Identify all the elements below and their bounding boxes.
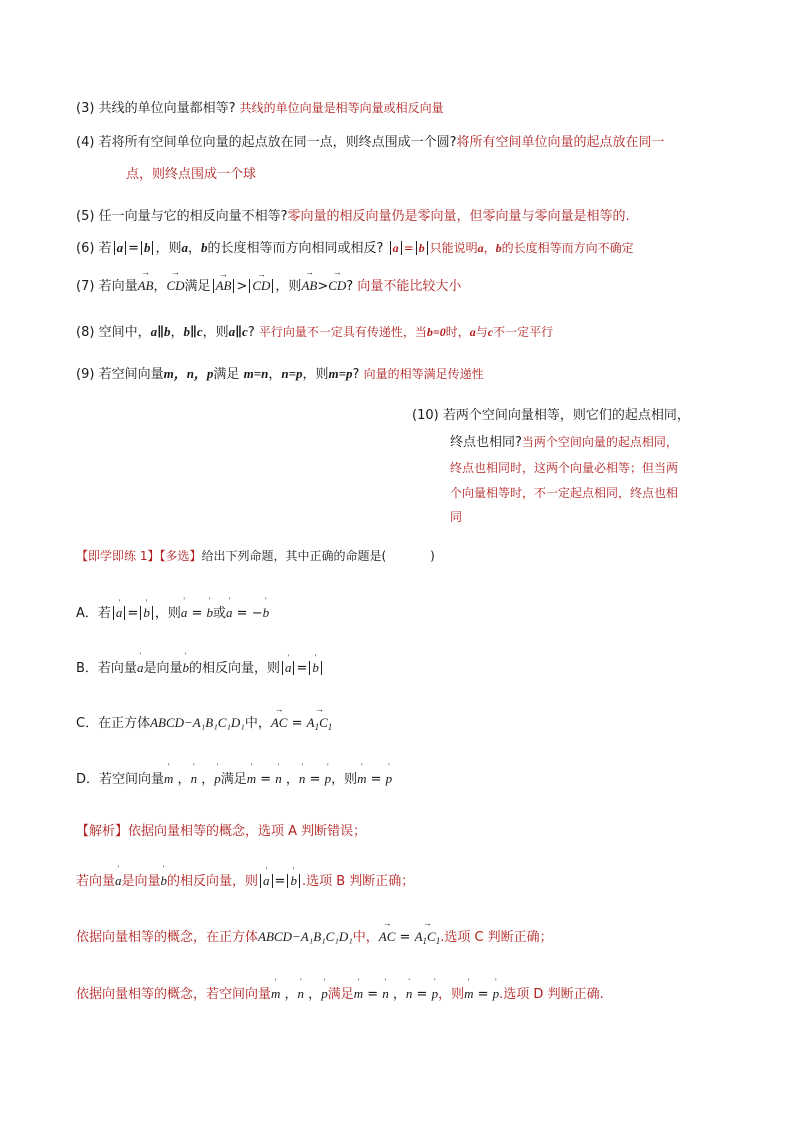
- item-question: 共线的单位向量都相等?: [98, 101, 236, 116]
- abs-b: ' b: [140, 606, 153, 620]
- var-a: a: [181, 240, 188, 255]
- text: ，: [268, 367, 282, 382]
- relation: b∥c: [183, 324, 203, 339]
- item-10-line2: [450, 433, 678, 452]
- item-question: 若将所有空间单位向量的起点放在同一点，则终点围成一个圆?: [98, 135, 457, 150]
- item-number: (4): [76, 135, 95, 150]
- vector-a1c1: → $A_1C_1$: [415, 928, 441, 950]
- var-n: ' n: [298, 985, 305, 1003]
- exercise-stem: 给出下列命题，其中正确的命题是(: [201, 549, 387, 563]
- var-m: ' m: [464, 985, 473, 1003]
- text: ?: [352, 367, 360, 382]
- expr: m=p: [328, 366, 353, 381]
- text: 若: [98, 241, 112, 256]
- text: 或: [213, 606, 227, 621]
- var-m: ' m: [357, 770, 366, 788]
- item-5: [76, 208, 630, 226]
- item-answer: [259, 325, 553, 339]
- text: 若空间向量: [98, 367, 164, 382]
- expr: b=0: [426, 325, 446, 339]
- text: 不一定平行: [493, 325, 554, 339]
- text: 满足: [213, 367, 240, 382]
- abs-a: ' a: [260, 874, 273, 888]
- text: >: [236, 279, 248, 294]
- vector-cd: → CD: [166, 277, 184, 295]
- text: .选项 D 判断正确.: [499, 987, 604, 1002]
- abs-eq: ' a =' b: [258, 874, 302, 889]
- abs-a: ' a: [113, 606, 126, 620]
- option-label: A．: [76, 606, 98, 621]
- item-10: [412, 407, 690, 425]
- item-answer: 向量的相等满足传递性: [363, 367, 484, 381]
- text: .选项 C 判断正确；: [440, 930, 553, 945]
- text: ，则: [302, 367, 329, 382]
- exercise-type: 【多选】: [159, 549, 202, 563]
- abs-a: a: [390, 241, 402, 255]
- exercise-tag: 【即学即练 1】: [76, 549, 160, 563]
- text: 的相反向量，则: [188, 661, 280, 676]
- vars: ' m ，' n ，' p: [271, 987, 328, 1002]
- item-10-answer-3: 个向量相等时，不一定起点相同，终点也相: [450, 486, 679, 500]
- cube-name: ABCD−A₁B₁C₁D₁: [150, 715, 245, 730]
- var-m: ' m: [164, 770, 173, 788]
- item-question: 若两个空间向量相等，则它们的起点相同，: [442, 408, 690, 423]
- vector-ab: → AB: [138, 277, 154, 295]
- vector-ac: → AC: [271, 714, 288, 732]
- option-d: D．若空间向量' m ，' n ，' p满足' m = ' n ，' n = ' p，则' m = ' p: [76, 770, 392, 789]
- vector-eq: → AC = → $A_1C_1$: [379, 930, 440, 945]
- text: 中，: [244, 716, 271, 731]
- text: ，则: [331, 772, 358, 787]
- text: 的长度相等而方向相同或相反?: [207, 241, 384, 256]
- option-c: C．在正方体ABCD−A₁B₁C₁D₁中，→ AC = → $A_1C_1$: [76, 714, 332, 736]
- text: 满足: [220, 772, 247, 787]
- text: ，: [153, 279, 167, 294]
- text: 依据向量相等的概念，若空间向量: [76, 987, 272, 1002]
- var-p: ' p: [493, 985, 500, 1003]
- item-7: [76, 277, 461, 296]
- text: 若空间向量: [99, 772, 165, 787]
- var-a: ' a: [115, 872, 122, 890]
- text: 时，: [445, 325, 470, 339]
- text: ，: [188, 241, 202, 256]
- var-n: ' n: [406, 985, 413, 1003]
- text: 的相反向量，则: [167, 874, 259, 889]
- option-label: C．: [76, 716, 99, 731]
- text: ，则: [438, 987, 465, 1002]
- text: 空间中，: [98, 325, 151, 340]
- item-question: 任一向量与它的相反向量不相等?: [98, 209, 288, 224]
- var-p: ' p: [386, 770, 393, 788]
- item-8: [76, 323, 553, 342]
- text: 与: [475, 325, 488, 339]
- analysis-line-2: [76, 872, 414, 891]
- item-number: (9): [76, 367, 95, 382]
- var-m: ' m: [271, 985, 280, 1003]
- item-6: [76, 239, 634, 258]
- item-10-answer-4: 同: [450, 510, 463, 524]
- exercise-header: [76, 547, 435, 565]
- analysis-tag: 【解析】: [76, 824, 129, 839]
- text: ): [430, 549, 435, 563]
- item-answer: 将所有空间单位向量的起点放在同一: [456, 135, 665, 150]
- text: 若: [97, 606, 111, 621]
- text: >: [317, 279, 329, 294]
- analysis-line-3: [76, 928, 553, 950]
- var-p: ' p: [432, 985, 439, 1003]
- item-question: 终点也相同?: [450, 435, 522, 450]
- var-a: a: [469, 325, 476, 339]
- text: =: [403, 241, 414, 255]
- text: .选项 B 判断正确；: [301, 874, 415, 889]
- var-n: ' n: [382, 985, 389, 1003]
- vector-ac: → AC: [379, 928, 396, 946]
- item-number: (5): [76, 209, 95, 224]
- item-4-answer-cont: 点，则终点围成一个球: [126, 167, 257, 182]
- text: ，则: [275, 279, 302, 294]
- text: =: [128, 241, 139, 256]
- text: ，则: [154, 606, 181, 621]
- option-label: D．: [76, 772, 100, 787]
- item-number: (6): [76, 241, 95, 256]
- relation: a∥b: [150, 324, 171, 339]
- item-10-answer-2: 终点也相同时，这两个向量必相等；但当两: [450, 461, 679, 475]
- text: ，则: [202, 325, 229, 340]
- text: 是向量: [121, 874, 161, 889]
- abs-b: ' b: [287, 874, 300, 888]
- abs-b: ' b: [309, 661, 322, 675]
- var-p: ' p: [325, 770, 332, 788]
- text: ，: [483, 241, 496, 255]
- exprs: ' m = ' n ，' n = ' p: [354, 987, 438, 1002]
- var-n: ' n: [275, 770, 282, 788]
- text: 若向量: [98, 279, 138, 294]
- var-b: ' b: [161, 872, 168, 890]
- text: 若向量: [97, 661, 137, 676]
- abs-a: ' a: [282, 661, 295, 675]
- item-3: [76, 99, 444, 118]
- abs-vector-ab: → AB: [213, 279, 235, 293]
- var-b: b: [201, 240, 208, 255]
- abs-b: b: [141, 241, 154, 255]
- vector-a1c1: → $A_1C_1$: [307, 714, 333, 736]
- item-answer: [388, 241, 634, 255]
- expr: ' m = ' p: [464, 987, 499, 1002]
- analysis-line-4: [76, 985, 604, 1004]
- var-a: a: [477, 241, 484, 255]
- text: 平行向量不一定具有传递性，当: [258, 325, 427, 339]
- expr: m=n: [243, 366, 269, 381]
- var-b: b: [495, 241, 502, 255]
- text: ?: [247, 325, 255, 340]
- text: 若向量: [76, 874, 116, 889]
- expr: n=p: [281, 366, 303, 381]
- item-answer: 共线的单位向量是相等向量或相反向量: [239, 101, 444, 115]
- var-a: ' a: [137, 659, 144, 677]
- text: 依据向量相等的概念，选项 A 判断错误；: [128, 824, 367, 839]
- option-label: B．: [76, 661, 98, 676]
- option-b: B．若向量' a是向量' b的相反向量，则' a =' b: [76, 659, 324, 678]
- item-9: [76, 365, 484, 384]
- text: 依据向量相等的概念，在正方体: [76, 930, 259, 945]
- item-number: (7): [76, 279, 95, 294]
- item-4: [76, 134, 664, 152]
- text: ，则: [155, 241, 182, 256]
- var-m: ' m: [247, 770, 256, 788]
- text: 是向量: [143, 661, 183, 676]
- relation: a∥c: [228, 324, 248, 339]
- var-n: ' n: [299, 770, 306, 788]
- var-p: ' p: [321, 985, 328, 1003]
- text: 在正方体: [98, 716, 151, 731]
- text: 中，: [352, 930, 379, 945]
- var-p: ' p: [214, 770, 221, 788]
- item-number: (3): [76, 101, 95, 116]
- var-c: c: [487, 325, 494, 339]
- vector-ab: → AB: [301, 277, 317, 295]
- option-a: A．若' a =' b ，则' a = ' b或' a = −' b: [76, 604, 269, 623]
- cube-name: ABCD−A₁B₁C₁D₁: [258, 929, 353, 944]
- text: 满足: [327, 987, 354, 1002]
- var-n: ' n: [191, 770, 198, 788]
- text: ，: [170, 325, 184, 340]
- item-number: (10): [412, 408, 439, 423]
- analysis-line-1: [76, 823, 366, 841]
- abs-vector-cd: → CD: [249, 279, 273, 293]
- var-a: ' a: [226, 604, 233, 622]
- text: 只能说明: [429, 241, 478, 255]
- vector-cd: → CD: [328, 277, 346, 295]
- text: 的长度相等而方向不确定: [501, 241, 634, 255]
- text: ?: [346, 279, 354, 294]
- abs-b: b: [416, 241, 428, 255]
- var-b: ' b: [182, 659, 189, 677]
- var-b: ' b: [207, 604, 214, 622]
- item-answer: 当两个空间向量的起点相同，: [521, 435, 678, 449]
- var-b: ' b: [263, 604, 270, 622]
- vars: m，n，p: [163, 366, 214, 381]
- abs-a: a: [114, 241, 127, 255]
- item-answer: 向量不能比较大小: [357, 279, 462, 294]
- text: 满足: [184, 279, 211, 294]
- var-a: ' a: [181, 604, 188, 622]
- var-m: ' m: [354, 985, 363, 1003]
- item-answer: 零向量的相反向量仍是零向量，但零向量与零向量是相等的.: [287, 209, 630, 224]
- item-number: (8): [76, 325, 95, 340]
